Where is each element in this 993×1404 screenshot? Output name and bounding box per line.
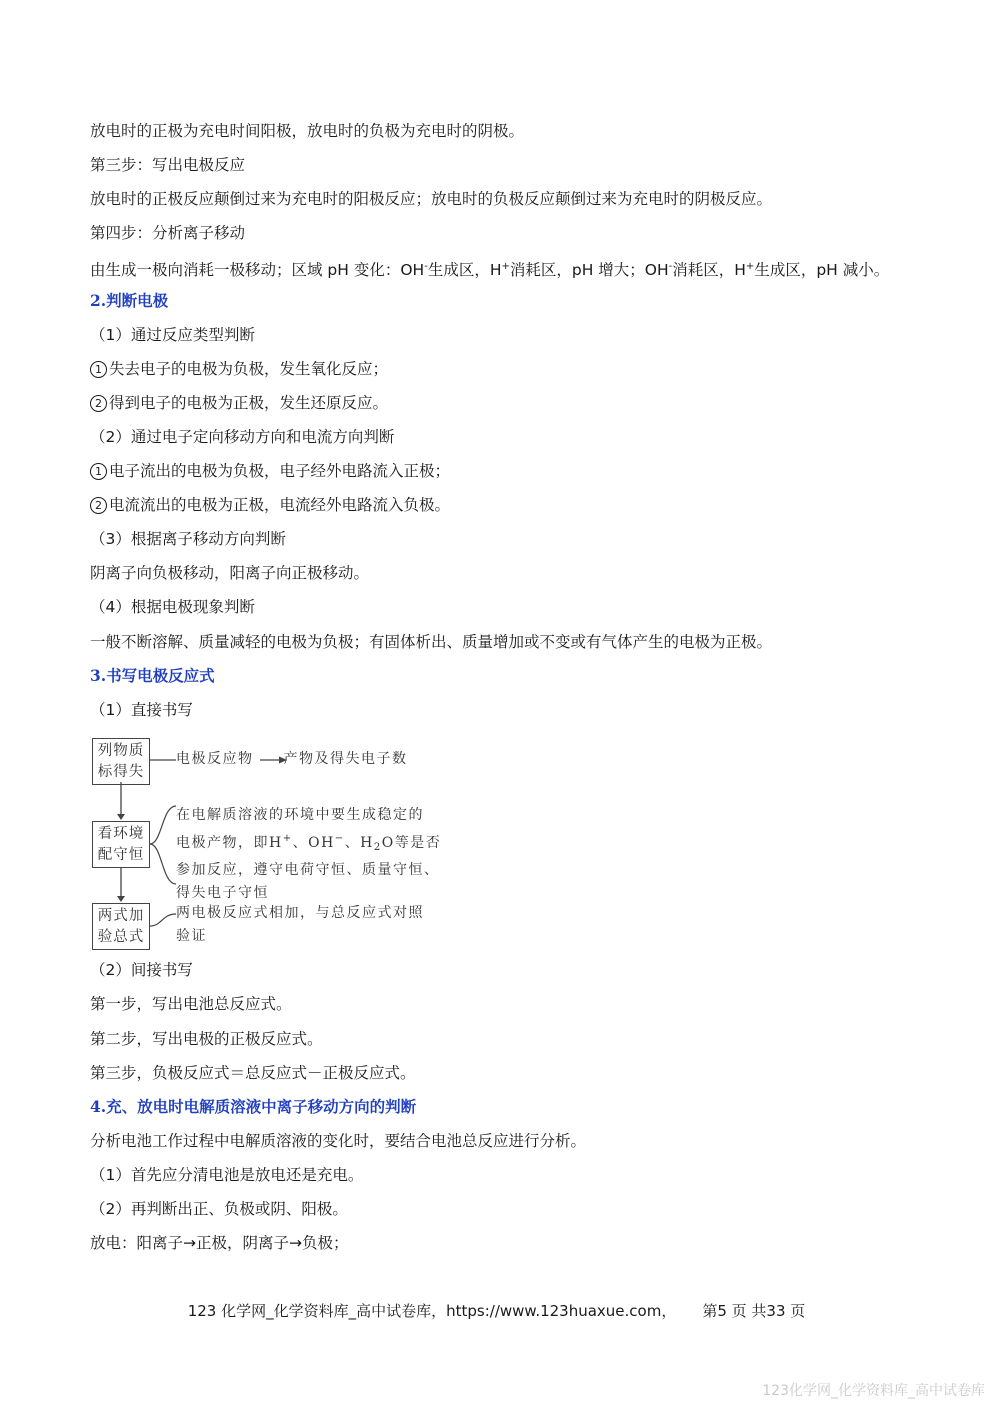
- text-run: O等是否: [381, 835, 442, 851]
- circled-number-icon: 1: [90, 361, 107, 378]
- list-item: [90, 359, 388, 379]
- note-text: 在电解质溶液的环境中要生成稳定的: [176, 807, 424, 823]
- diagram-note-3: [176, 902, 424, 948]
- text-run: 生成区，H: [427, 261, 502, 279]
- paragraph: 第三步，负极反应式＝总反应式－正极反应式。: [90, 1064, 416, 1082]
- list-item: [90, 393, 388, 413]
- list-item-text: 电流流出的电极为正极，电流经外电路流入负极。: [109, 496, 451, 514]
- subsection-heading: （2）间接书写: [90, 961, 193, 979]
- subsection-heading: （1）通过反应类型判断: [90, 326, 255, 344]
- footer-source: 123 化学网_化学资料库_高中试卷库，https://www.123huaxue.com，: [187, 1302, 677, 1320]
- arrowhead-icon: [117, 814, 125, 820]
- subsection-heading: （2）通过电子定向移动方向和电流方向判断: [90, 428, 395, 446]
- text-run: 消耗区，H: [672, 261, 746, 279]
- step-box-add-verify: [92, 903, 150, 950]
- subsection-heading: （1）首先应分清电池是放电还是充电。: [90, 1166, 364, 1184]
- page-footer: [0, 1300, 993, 1321]
- note-text: 产物及得失电子数: [283, 751, 408, 767]
- step-box-list-substances: [92, 738, 150, 785]
- note-text: 两电极反应式相加，与总反应式对照: [176, 905, 424, 921]
- step-heading: 第四步：分析离子移动: [90, 224, 246, 242]
- note-text: 电极反应物: [176, 751, 254, 767]
- paragraph: 第一步，写出电池总反应式。: [90, 995, 292, 1013]
- arrowhead-icon: [117, 896, 125, 902]
- ion-movement-paragraph: [90, 257, 889, 280]
- list-item-text: 电子流出的电极为负极，电子经外电路流入正极；: [109, 462, 451, 480]
- subsection-heading: （4）根据电极现象判断: [90, 598, 255, 616]
- paragraph: 放电：阳离子→正极，阴离子→负极；: [90, 1234, 349, 1252]
- paragraph: 第二步，写出电极的正极反应式。: [90, 1030, 323, 1048]
- superscript: −: [334, 833, 345, 844]
- paragraph: 分析电池工作过程中电解质溶液的变化时，要结合电池总反应进行分析。: [90, 1132, 587, 1150]
- box-label: 列物质: [97, 743, 145, 759]
- connector-line: [150, 806, 176, 844]
- subsection-heading: （2）再判断出正、负极或阴、阳极。: [90, 1200, 348, 1218]
- superscript: +: [282, 833, 293, 844]
- superscript: -: [424, 261, 428, 272]
- flow-diagram: [90, 734, 510, 952]
- paragraph: 一般不断溶解、质量减轻的电极为负极；有固体析出、质量增加或不变或有气体产生的电极为正极。: [90, 633, 773, 651]
- subsection-heading: （1）直接书写: [90, 701, 193, 719]
- diagram-note-2: [176, 804, 441, 905]
- connector-line: [150, 914, 176, 926]
- superscript: +: [745, 261, 755, 272]
- step-heading: 第三步：写出电极反应: [90, 156, 246, 174]
- note-text: 验证: [176, 928, 207, 944]
- step-box-check-environment: [92, 821, 150, 868]
- section-heading: 2.判断电极: [90, 291, 169, 310]
- list-item: [90, 461, 450, 481]
- paragraph: 阴离子向负极移动，阳离子向正极移动。: [90, 564, 370, 582]
- list-item: [90, 495, 450, 515]
- text-run: 、OH: [292, 835, 335, 851]
- text-run: 电极产物，即H: [176, 835, 283, 851]
- text-run: 由生成一极向消耗一极移动；区域 pH 变化：OH: [90, 261, 425, 279]
- watermark: 123化学网_化学资料库_高中试卷库: [762, 1383, 985, 1399]
- box-label: 验总式: [97, 929, 145, 945]
- box-label: 两式加: [97, 908, 145, 924]
- section-heading: 3.书写电极反应式: [90, 666, 215, 685]
- subscript: 2: [373, 842, 382, 853]
- note-text: [176, 827, 441, 859]
- circled-number-icon: 1: [90, 463, 107, 480]
- text-run: 生成区，pH 减小。: [754, 261, 890, 279]
- circled-number-icon: 2: [90, 497, 107, 514]
- superscript: -: [668, 261, 673, 272]
- text-run: 消耗区，pH 增大；OH: [509, 261, 669, 279]
- box-label: 配守恒: [97, 847, 145, 863]
- box-label: 看环境: [97, 826, 145, 842]
- diagram-note-1: [176, 748, 408, 771]
- note-text: 参加反应，遵守电荷守恒、质量守恒、: [176, 862, 440, 878]
- list-item-text: 失去电子的电极为负极，发生氧化反应；: [109, 360, 389, 378]
- connector-line: [150, 844, 176, 884]
- page-number: 第5 页 共33 页: [702, 1302, 806, 1320]
- note-text: 得失电子守恒: [176, 885, 269, 901]
- section-heading: 4.充、放电时电解质溶液中离子移动方向的判断: [90, 1097, 417, 1116]
- circled-number-icon: 2: [90, 395, 107, 412]
- box-label: 标得失: [97, 764, 145, 780]
- paragraph: 放电时的正极反应颠倒过来为充电时的阳极反应；放电时的负极反应颠倒过来为充电时的阴极反应。: [90, 190, 773, 208]
- text-run: 、H: [344, 835, 374, 851]
- paragraph: 放电时的正极为充电时间阳极，放电时的负极为充电时的阴极。: [90, 122, 525, 140]
- list-item-text: 得到电子的电极为正极，发生还原反应。: [109, 394, 389, 412]
- subsection-heading: （3）根据离子移动方向判断: [90, 530, 286, 548]
- superscript: +: [501, 261, 510, 272]
